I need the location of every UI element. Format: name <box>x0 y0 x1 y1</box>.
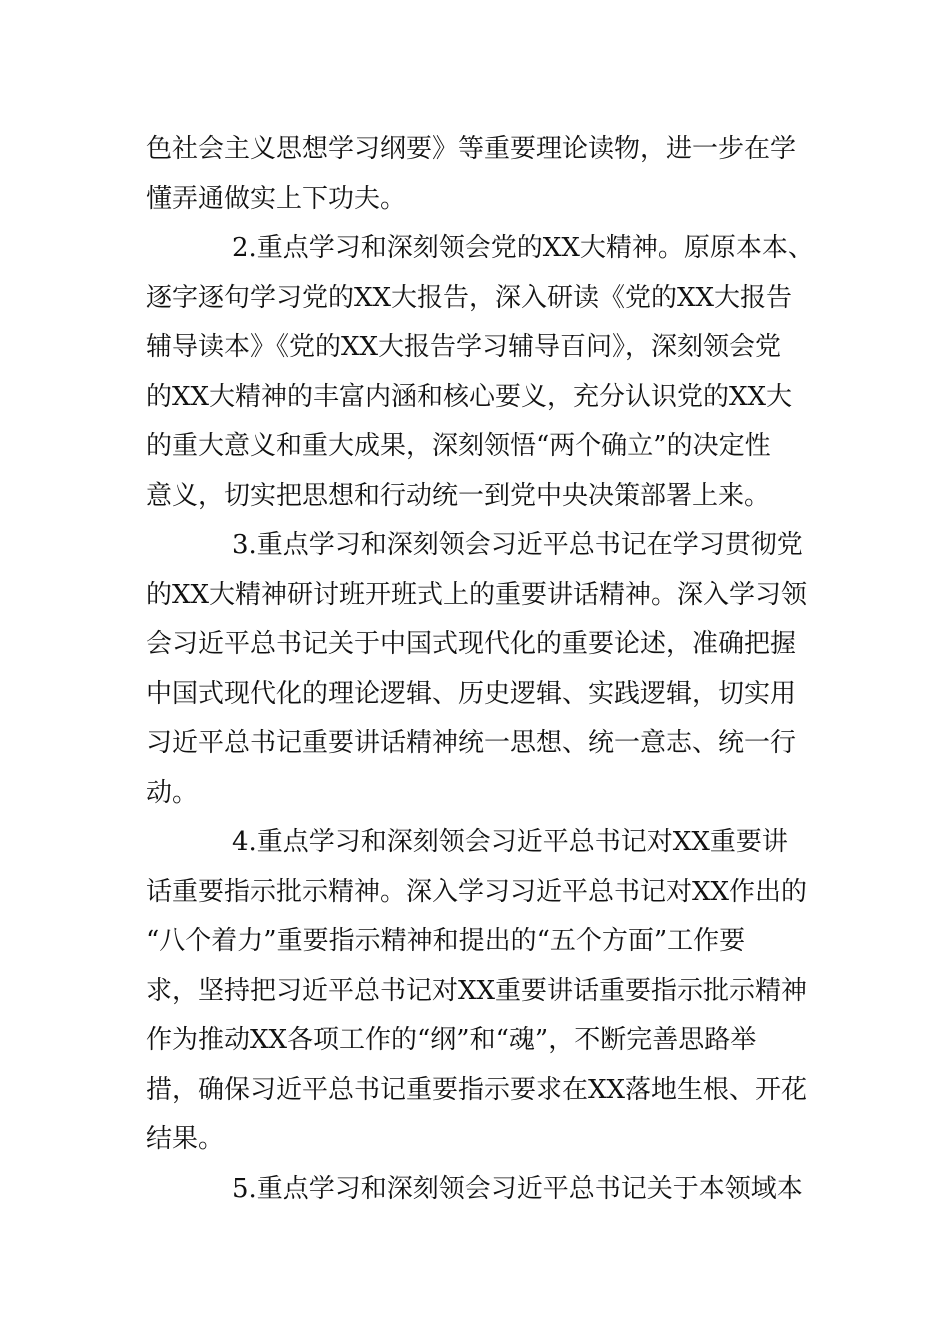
paragraph-item-5 <box>146 1165 814 1215</box>
text-line: 措，确保习近平总书记重要指示要求在XX落地生根、开花 <box>146 1074 808 1105</box>
text-line: 4.重点学习和深刻领会习近平总书记对XX重要讲 <box>232 827 788 857</box>
document-body <box>146 125 814 1214</box>
text-line: 的XX大精神的丰富内涵和核心要义，充分认识党的XX大 <box>146 381 793 412</box>
text-line: 求，坚持把习近平总书记对XX重要讲话重要指示批示精神 <box>146 975 808 1006</box>
text-line: 色社会主义思想学习纲要》等重要理论读物，进一步在学 <box>146 134 797 164</box>
text-line: “八个着力”重要指示精神和提出的“五个方面”工作要 <box>146 926 746 956</box>
text-line: 意义，切实把思想和行动统一到党中央决策部署上来。 <box>146 480 771 511</box>
text-line: 的重大意义和重大成果，深刻领悟“两个确立”的决定性 <box>146 431 771 461</box>
text-line: 辅导读本》《党的XX大报告学习辅导百问》，深刻领会党 <box>146 332 782 362</box>
text-line: 3.重点学习和深刻领会习近平总书记在学习贯彻党 <box>232 530 803 560</box>
text-line: 话重要指示批示精神。深入学习习近平总书记对XX作出的 <box>146 876 808 907</box>
paragraph-item-3 <box>146 521 814 818</box>
text-line: 2.重点学习和深刻领会党的XX大精神。原原本本、 <box>232 233 814 263</box>
text-line: 作为推动XX各项工作的“纲”和“魂”，不断完善思路举 <box>146 1025 757 1055</box>
text-line: 动。 <box>146 777 199 808</box>
paragraph-item-4 <box>146 818 814 1165</box>
text-line: 会习近平总书记关于中国式现代化的重要论述，准确把握 <box>146 629 797 659</box>
paragraph-continuation <box>146 125 814 224</box>
text-line: 的XX大精神研讨班开班式上的重要讲话精神。深入学习领 <box>146 579 808 610</box>
text-line: 懂弄通做实上下功夫。 <box>146 183 407 214</box>
text-line: 结果。 <box>146 1124 225 1154</box>
paragraph-item-2 <box>146 224 814 521</box>
text-line: 中国式现代化的理论逻辑、历史逻辑、实践逻辑，切实用 <box>146 678 797 709</box>
text-line: 习近平总书记重要讲话精神统一思想、统一意志、统一行 <box>146 728 797 758</box>
text-line: 5.重点学习和深刻领会习近平总书记关于本领域本 <box>232 1173 803 1204</box>
text-line: 逐字逐句学习党的XX大报告，深入研读《党的XX大报告 <box>146 282 793 313</box>
